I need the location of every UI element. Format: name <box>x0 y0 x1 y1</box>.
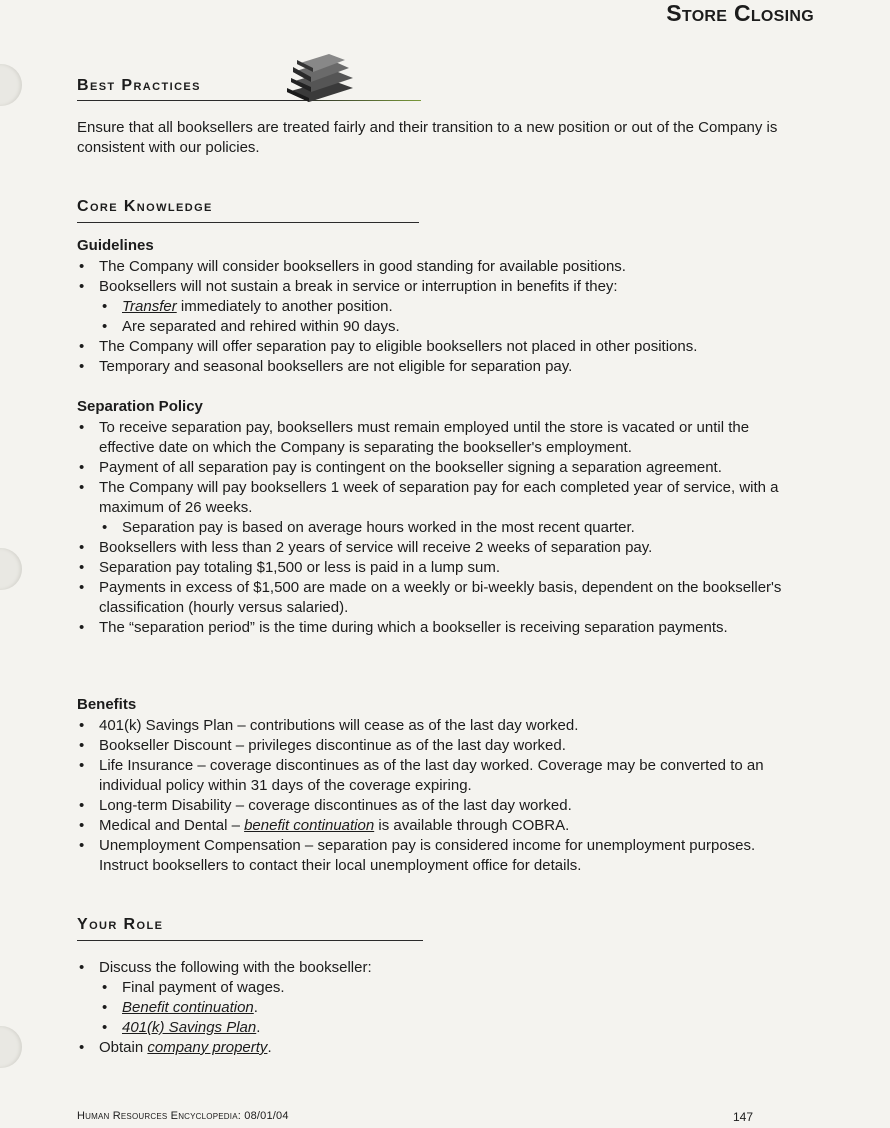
page-number: 147 <box>733 1110 754 1124</box>
list-item: • Booksellers will not sustain a break in service or interruption in benefits if they: <box>77 277 807 297</box>
list-item: • The Company will consider booksellers in good standing for available positions. <box>77 257 807 277</box>
your-role-rule <box>77 940 423 941</box>
guidelines-heading: Guidelines <box>77 237 154 254</box>
list-item <box>77 297 807 317</box>
list-item: • Bookseller Discount – privileges discontinue as of the last day worked. <box>77 736 789 756</box>
binder-hole <box>0 1026 22 1068</box>
list-item: • To receive separation pay, booksellers must remain employed until the store is vacated or until the effective date on which the Company is separating the bookseller's employment. <box>77 418 799 458</box>
transfer-link[interactable]: Transfer <box>122 298 177 315</box>
savings-plan-link[interactable]: 401(k) Savings Plan <box>122 1019 257 1036</box>
list-item: • Temporary and seasonal booksellers are not eligible for separation pay. <box>77 357 807 377</box>
page-title: Store Closing <box>666 0 814 26</box>
core-knowledge-rule <box>77 222 419 223</box>
list-item: • Payments in excess of $1,500 are made on a weekly or bi-weekly basis, dependent on the bookseller's classification (hourly versus salaried). <box>77 578 799 618</box>
separation-policy-list <box>77 418 799 638</box>
separation-policy-heading: Separation Policy <box>77 398 203 415</box>
list-item-text: . <box>256 1019 261 1036</box>
list-item-text: . <box>267 1039 272 1056</box>
list-item: • Unemployment Compensation – separation pay is considered income for unemployment purposes. Instruct booksellers to contact their local unemployment office for details. <box>77 836 789 876</box>
list-item: • Final payment of wages. <box>77 978 807 998</box>
list-item <box>77 1018 807 1038</box>
benefit-continuation-link[interactable]: Benefit continuation <box>122 999 254 1016</box>
list-item: • Separation pay totaling $1,500 or less is paid in a lump sum. <box>77 558 799 578</box>
best-practices-heading: Best Practices <box>77 77 201 94</box>
list-item: • Payment of all separation pay is contingent on the bookseller signing a separation agreement. <box>77 458 799 478</box>
best-practices-rule <box>77 100 421 101</box>
list-item <box>77 1038 807 1058</box>
benefits-heading: Benefits <box>77 696 137 713</box>
list-item-text: is available through COBRA. <box>374 817 570 834</box>
core-knowledge-heading: Core Knowledge <box>77 198 213 215</box>
list-item: • Are separated and rehired within 90 days. <box>77 317 807 337</box>
list-item: • Booksellers with less than 2 years of service will receive 2 weeks of separation pay. <box>77 538 799 558</box>
benefits-list <box>77 716 789 876</box>
company-property-link[interactable]: company property <box>147 1039 268 1056</box>
list-item <box>77 998 807 1018</box>
list-item <box>77 816 789 836</box>
guidelines-list <box>77 257 807 377</box>
benefit-continuation-link[interactable]: benefit continuation <box>244 817 375 834</box>
list-item: • Life Insurance – coverage discontinues as of the last day worked. Coverage may be converted to an individual policy within 31 days of the coverage expiring. <box>77 756 789 796</box>
list-item: • Discuss the following with the bookseller: <box>77 958 807 978</box>
list-item-text: immediately to another position. <box>180 298 393 315</box>
list-item-text: Obtain <box>99 1039 148 1056</box>
list-item: • Separation pay is based on average hours worked in the most recent quarter. <box>77 518 799 538</box>
list-item: • The Company will pay booksellers 1 week of separation pay for each completed year of service, with a maximum of 26 weeks. <box>77 478 799 518</box>
list-item: • The “separation period” is the time during which a bookseller is receiving separation payments. <box>77 618 799 638</box>
list-item-text: . <box>253 999 258 1016</box>
binder-hole <box>0 548 22 590</box>
list-item: • The Company will offer separation pay to eligible booksellers not placed in other positions. <box>77 337 807 357</box>
best-practices-text: Ensure that all booksellers are treated fairly and their transition to a new position or out of the Company is consistent with our policies. <box>77 119 778 156</box>
list-item: • 401(k) Savings Plan – contributions will cease as of the last day worked. <box>77 716 789 736</box>
books-icon <box>283 52 359 104</box>
your-role-list <box>77 958 807 1058</box>
your-role-heading: Your Role <box>77 916 164 933</box>
binder-hole <box>0 64 22 106</box>
footer-text: Human Resources Encyclopedia: 08/01/04 <box>77 1110 289 1122</box>
list-item: • Long-term Disability – coverage discontinues as of the last day worked. <box>77 796 789 816</box>
list-item-text: Medical and Dental – <box>99 817 245 834</box>
